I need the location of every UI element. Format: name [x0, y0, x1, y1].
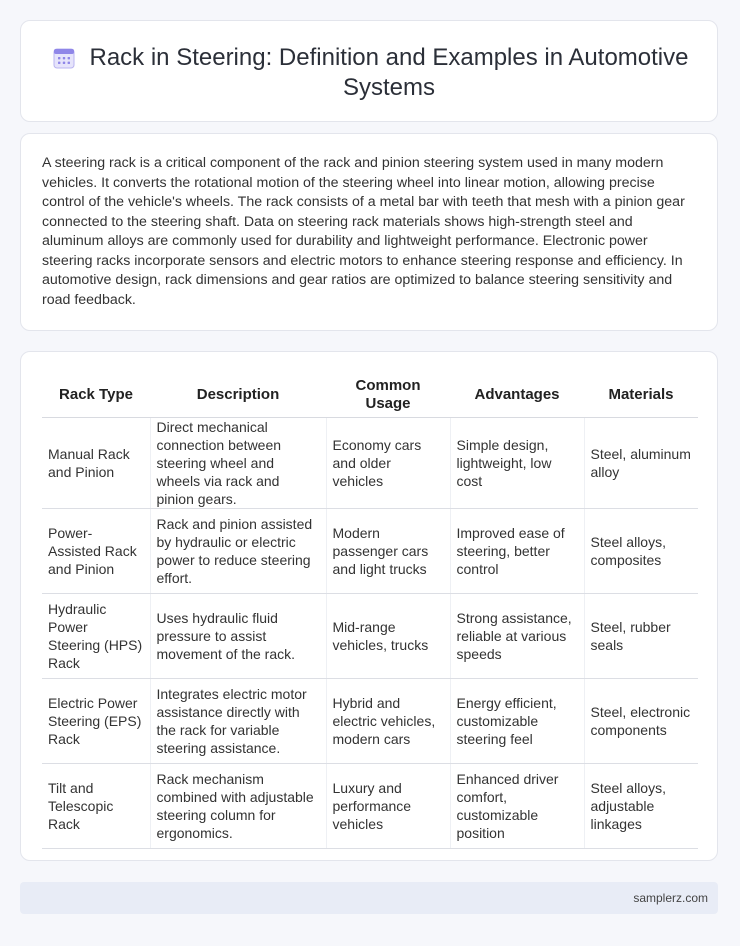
column-header: Materials [584, 372, 698, 418]
table-cell: Improved ease of steering, better control [450, 509, 584, 594]
table-cell: Steel, aluminum alloy [584, 418, 698, 509]
table-cell: Tilt and Telescopic Rack [42, 764, 150, 849]
table-cell: Hydraulic Power Steering (HPS) Rack [42, 594, 150, 679]
table-cell: Steel, electronic components [584, 679, 698, 764]
footer-site-link[interactable]: samplerz.com [633, 891, 708, 905]
table-row [42, 418, 698, 509]
table-cell: Uses hydraulic fluid pressure to assist movement of the rack. [150, 594, 326, 679]
table-cell: Rack and pinion assisted by hydraulic or electric power to reduce steering effort. [150, 509, 326, 594]
table-cell: Energy efficient, customizable steering feel [450, 679, 584, 764]
table-cell: Mid-range vehicles, trucks [326, 594, 450, 679]
table-cell: Electric Power Steering (EPS) Rack [42, 679, 150, 764]
table-cell: Steel alloys, adjustable linkages [584, 764, 698, 849]
table-cell: Hybrid and electric vehicles, modern cars [326, 679, 450, 764]
table-cell: Power-Assisted Rack and Pinion [42, 509, 150, 594]
table-row [42, 509, 698, 594]
table-cell: Direct mechanical connection between steering wheel and wheels via rack and pinion gears. [150, 418, 326, 509]
table-cell: Enhanced driver comfort, customizable position [450, 764, 584, 849]
table-cell: Economy cars and older vehicles [326, 418, 450, 509]
table-row [42, 679, 698, 764]
intro-card [20, 133, 718, 331]
table-cell: Luxury and performance vehicles [326, 764, 450, 849]
header-card [20, 20, 718, 122]
intro-paragraph: A steering rack is a critical component of the rack and pinion steering system used in many modern vehicles. It converts the rotational motion of the steering wheel into linear motion, allowing precise control of the vehicle's wheels. The rack consists of a metal bar with teeth that mesh with a pinion gear connected to the steering shaft. Data on steering rack materials shows high-strength steel and aluminum alloys are commonly used for durability and lightweight performance. Electronic power steering racks incorporate sensors and electric motors to enhance steering response and efficiency. In automotive design, rack dimensions and gear ratios are optimized to balance steering sensitivity and road feedback. [42, 155, 685, 308]
column-header: Rack Type [42, 372, 150, 418]
table-cell: Rack mechanism combined with adjustable steering column for ergonomics. [150, 764, 326, 849]
table-cell: Modern passenger cars and light trucks [326, 509, 450, 594]
table-cell: Steel alloys, composites [584, 509, 698, 594]
table-row [42, 764, 698, 849]
table-cell: Integrates electric motor assistance directly with the rack for variable steering assistance. [150, 679, 326, 764]
table-cell: Steel, rubber seals [584, 594, 698, 679]
page-title: Rack in Steering: Definition and Examples in Automotive Systems [89, 44, 689, 101]
column-header: Advantages [450, 372, 584, 418]
table-cell: Strong assistance, reliable at various speeds [450, 594, 584, 679]
table-row [42, 594, 698, 679]
footer [20, 882, 718, 914]
column-header: Common Usage [326, 372, 450, 418]
table-cell: Manual Rack and Pinion [42, 418, 150, 509]
table-card [20, 351, 718, 861]
rack-types-table [42, 372, 698, 849]
column-header: Description [150, 372, 326, 418]
table-header-row [42, 372, 698, 418]
table-cell: Simple design, lightweight, low cost [450, 418, 584, 509]
